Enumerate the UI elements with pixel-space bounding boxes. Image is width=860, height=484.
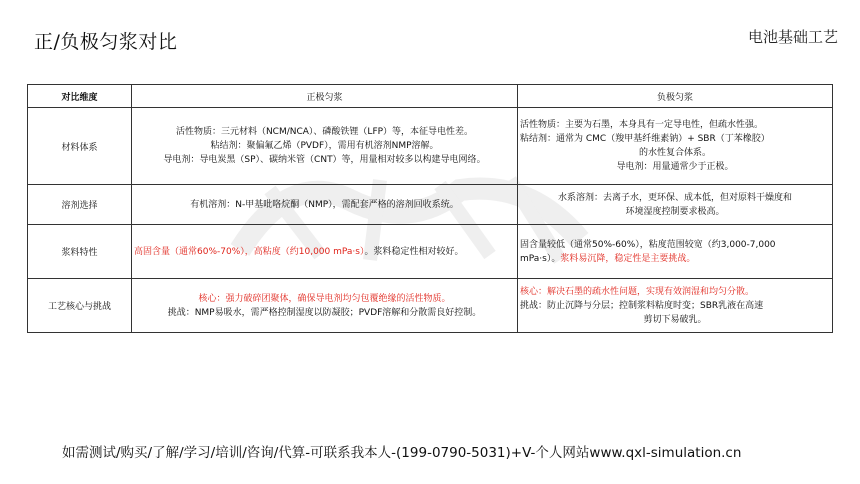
header-dimension: 对比维度 [28, 85, 132, 108]
highlight-text: 核心：强力破碎团聚体，确保导电剂均匀包覆绝缘的活性物质。 [198, 293, 451, 304]
cell-line: 有机溶剂：N-甲基吡咯烷酮（NMP），需配套严格的溶剂回收系统。 [190, 199, 459, 210]
negative-cell [518, 185, 833, 225]
table-row [28, 108, 833, 185]
positive-cell [132, 279, 518, 333]
header-positive: 正极匀浆 [132, 85, 518, 108]
negative-cell [518, 108, 833, 185]
cell-line: 水系溶剂：去离子水，更环保、成本低，但对原料干燥度和 [557, 192, 792, 203]
cell-line: 活性物质：三元材料（NCM/NCA）、磷酸铁锂（LFP）等，本征导电性差。 [175, 127, 474, 137]
highlight-text: 高固含量（通常60%-70%），高粘度（约10,000 mPa·s） [134, 246, 365, 257]
header-negative: 负极匀浆 [518, 85, 833, 108]
cell-line: 挑战：NMP易吸水，需严格控制湿度以防凝胶；PVDF溶解和分散需良好控制。 [167, 307, 482, 318]
cell-line: 固含量较低（通常50%-60%），粘度范围较宽（约3,000-7,000 [520, 239, 776, 250]
table-header-row [28, 85, 833, 108]
table-row [28, 225, 833, 279]
contact-footer: 如需测试/购买/了解/学习/培训/咨询/代算-可联系我本人-(199-0790-5031)+V-个人网站www.qxl-simulation.cn [62, 445, 742, 461]
highlight-text: 核心：解决石墨的疏水性问题，实现有效润湿和均匀分散。 [520, 286, 755, 297]
positive-cell [132, 185, 518, 225]
cell-line: 环境湿度控制要求极高。 [625, 206, 725, 217]
cell-line: 导电剂：用量通常少于正极。 [616, 162, 734, 172]
positive-cell [132, 108, 518, 185]
positive-cell [132, 225, 518, 279]
cell-text: mPa·s）。 [520, 253, 561, 264]
page-title: 正/负极匀浆对比 [34, 31, 178, 53]
negative-cell [518, 279, 833, 333]
row-dimension: 浆料特性 [28, 225, 132, 279]
cell-line: 剪切下易破乳。 [643, 314, 707, 325]
row-dimension: 溶剂选择 [28, 185, 132, 225]
cell-text: 。浆料稳定性相对较好。 [364, 246, 464, 257]
cell-line: 粘结剂：聚偏氟乙烯（PVDF），需用有机溶剂NMP溶解。 [210, 141, 439, 151]
highlight-text: 浆料易沉降，稳定性是主要挑战。 [560, 253, 696, 264]
cell-line: 活性物质：主要为石墨，本身具有一定导电性，但疏水性强。 [520, 120, 764, 130]
row-dimension: 工艺核心与挑战 [28, 279, 132, 333]
table-row [28, 279, 833, 333]
cell-line: 挑战：防止沉降与分层；控制浆料粘度时变；SBR乳液在高速 [520, 300, 764, 311]
row-dimension: 材料体系 [28, 108, 132, 185]
cell-line: 粘结剂：通常为 CMC（羧甲基纤维素钠）+ SBR（丁苯橡胶） [520, 134, 770, 144]
cell-line: 的水性复合体系。 [638, 148, 711, 158]
brand-label: 电池基础工艺 [747, 28, 838, 46]
table-row [28, 185, 833, 225]
cell-line: 导电剂：导电炭黑（SP）、碳纳米管（CNT）等，用量相对较多以构建导电网络。 [163, 155, 486, 165]
negative-cell [518, 225, 833, 279]
comparison-table [27, 84, 833, 333]
